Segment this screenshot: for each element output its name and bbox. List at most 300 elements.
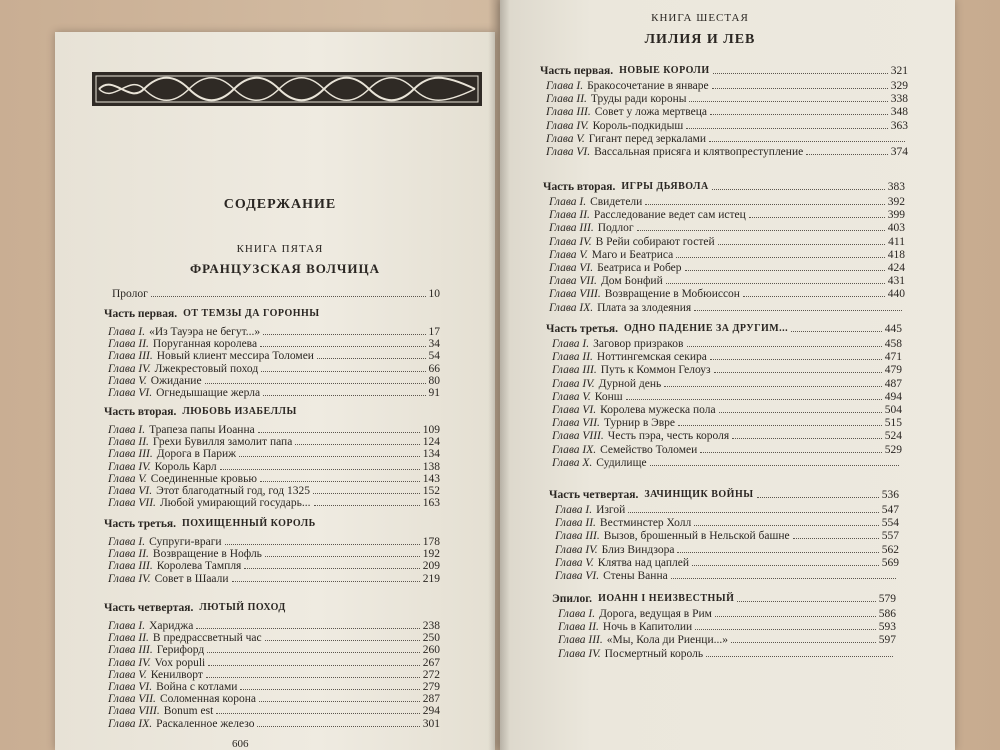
leader-dots <box>225 535 420 545</box>
chapter-title: Раскаленное железо <box>156 717 255 730</box>
leader-dots <box>757 488 879 498</box>
chapter-title: Дурной день <box>598 377 662 390</box>
chapter-label: Глава III. <box>108 350 153 363</box>
page-number: 294 <box>422 705 440 718</box>
chapter-title: Соединенные кровью <box>150 472 257 485</box>
contents-title: СОДЕРЖАНИЕ <box>223 197 337 212</box>
leader-dots <box>676 248 884 258</box>
chapter-label: Глава I. <box>108 326 146 338</box>
leader-dots <box>645 195 884 205</box>
chapter-label: Глава V. <box>108 668 147 681</box>
chapter-title: «Мы, Кола ди Риенци...» <box>606 634 728 647</box>
page-number: 557 <box>881 530 899 543</box>
leader-dots <box>232 572 420 582</box>
chapter-title: Беатриса и Робер <box>597 262 682 274</box>
toc-row <box>108 496 440 510</box>
toc-row <box>552 456 902 470</box>
chapter-title: Король-подкидыш <box>592 119 684 132</box>
chapter-title: В предрассветный час <box>152 632 262 645</box>
chapter-label: Глава IV. <box>546 119 589 132</box>
page-number: 163 <box>422 497 440 510</box>
page-number: 392 <box>887 196 905 208</box>
leader-dots <box>743 287 885 297</box>
chapter-label: Глава II. <box>108 338 149 351</box>
leader-dots <box>718 235 886 245</box>
leader-dots <box>260 337 425 347</box>
chapter-label: Глава V. <box>108 374 147 387</box>
page-number: 504 <box>884 404 902 416</box>
chapter-title: Любой умирающий государь... <box>159 497 311 510</box>
toc-row <box>555 529 899 543</box>
part-title: ЛЮБОВЬ ИЗАБЕЛЛЫ <box>182 406 297 417</box>
leader-dots <box>265 631 420 641</box>
page-number: 515 <box>884 417 902 430</box>
chapter-label: Глава III. <box>108 644 153 657</box>
leader-dots <box>731 633 876 643</box>
leader-dots <box>806 145 888 155</box>
folio-number: 606 <box>232 738 249 750</box>
leader-dots <box>313 484 420 494</box>
page-number: 399 <box>887 209 905 222</box>
chapter-title: Пролог <box>112 288 148 300</box>
chapter-title: Дорога, ведущая в Рим <box>599 608 712 620</box>
chapter-title: Bonum est <box>163 705 214 718</box>
chapter-label: Глава III. <box>108 560 153 573</box>
toc-row <box>549 274 905 288</box>
page-number: 287 <box>422 693 440 706</box>
part-title: ЛЮТЫЙ ПОХОД <box>199 602 286 613</box>
leader-dots <box>244 559 419 569</box>
chapter-title: Соломенная корона <box>159 693 256 706</box>
leader-dots <box>637 221 885 231</box>
page-number: 66 <box>428 362 440 375</box>
leader-dots <box>208 656 420 666</box>
part-title: ИГРЫ ДЬЯВОЛА <box>621 181 709 192</box>
chapter-title: Посмертный король <box>604 647 704 660</box>
leader-dots <box>749 208 885 218</box>
page-number: 348 <box>890 106 908 119</box>
toc-row <box>549 195 905 209</box>
chapter-label: Глава VIII. <box>108 705 160 718</box>
chapter-title: Грехи Бувилля замолит папа <box>152 436 293 449</box>
chapter-title: Совет в Шаали <box>154 572 229 585</box>
chapter-label: Глава VIII. <box>552 430 604 443</box>
toc-row <box>558 620 896 634</box>
chapter-label: Глава IV. <box>108 572 151 585</box>
part-heading <box>543 180 905 194</box>
chapter-title: Возвращение в Мобюиссон <box>604 288 740 301</box>
chapter-title: Огнедышащие жерла <box>156 387 261 399</box>
chapter-label: Глава III. <box>558 634 603 647</box>
part-label: Часть третья. <box>104 518 177 530</box>
toc-row <box>552 443 902 457</box>
page-number: 579 <box>878 593 896 605</box>
toc-row <box>555 516 899 530</box>
chapter-label: Глава II. <box>552 351 593 364</box>
leader-dots <box>713 64 888 74</box>
chapter-title: Свидетели <box>590 196 643 208</box>
chapter-title: Путь к Коммон Гелоуз <box>600 364 711 377</box>
page-number: 547 <box>881 504 899 516</box>
chapter-label: Глава IX. <box>108 717 153 730</box>
page-number: 458 <box>884 338 902 350</box>
page-number: 192 <box>422 548 440 561</box>
book-six-label: КНИГА ШЕСТАЯ <box>651 12 749 24</box>
chapter-title: Гигант перед зеркалами <box>588 132 707 145</box>
chapter-title: Герифорд <box>156 644 205 657</box>
leader-dots <box>793 529 879 539</box>
part-label: Часть третья. <box>546 323 619 335</box>
chapter-title: Расследование ведет сам истец <box>593 209 746 222</box>
chapter-title: Ночь в Капитолии <box>602 621 693 634</box>
page-number: 403 <box>887 222 905 235</box>
page-number: 445 <box>884 323 902 335</box>
chapter-title: Этот благодатный год, год 1325 <box>156 485 310 497</box>
part-heading <box>104 405 440 419</box>
chapter-title: Вызов, брошенный в Нельской башне <box>603 530 790 543</box>
leader-dots <box>628 503 878 513</box>
part-heading <box>552 592 896 606</box>
chapter-title: Новый клиент мессира Толомеи <box>156 350 314 363</box>
chapter-title: Кенилворт <box>150 668 203 681</box>
leader-dots <box>700 443 882 453</box>
page-number: 329 <box>890 80 908 92</box>
chapter-label: Глава III. <box>555 530 600 543</box>
leader-dots <box>216 704 419 714</box>
toc-row <box>552 429 902 443</box>
chapter-title: Королева мужеска пола <box>600 404 716 416</box>
ornamental-border-image <box>92 72 482 106</box>
page-number: 440 <box>887 288 905 301</box>
chapter-title: Война с котлами <box>156 681 238 693</box>
page-number: 593 <box>878 621 896 634</box>
page-number: 411 <box>888 235 905 248</box>
page-number: 338 <box>890 93 908 106</box>
toc-row <box>108 572 440 586</box>
chapter-label: Глава IX. <box>549 301 594 314</box>
chapter-title: Конш <box>594 390 623 403</box>
leader-dots <box>263 325 425 335</box>
leader-dots <box>706 647 893 657</box>
chapter-label: Глава X. <box>552 456 593 469</box>
leader-dots <box>263 386 425 396</box>
toc-row <box>549 301 905 315</box>
page-number: 219 <box>422 572 440 585</box>
part-heading <box>540 64 908 78</box>
chapter-title: Маго и Беатриса <box>591 248 674 261</box>
chapter-title: Лжекрестовый поход <box>154 362 259 375</box>
toc-row <box>552 363 902 377</box>
chapter-title: Изгой <box>596 504 626 516</box>
chapter-label: Глава VI. <box>108 681 153 693</box>
leader-dots <box>719 403 882 413</box>
toc-row <box>546 92 908 106</box>
part-label: Часть первая. <box>104 308 178 320</box>
page-number: 138 <box>422 460 440 473</box>
leader-dots <box>317 349 426 359</box>
chapter-label: Глава IV. <box>552 377 595 390</box>
chapter-title: Близ Виндзора <box>601 543 675 556</box>
part-title: НОВЫЕ КОРОЛИ <box>619 65 710 76</box>
chapter-label: Глава I. <box>549 196 587 208</box>
leader-dots <box>626 390 882 400</box>
chapter-title: Супруги-враги <box>149 536 222 548</box>
leader-dots <box>259 692 420 702</box>
toc-row <box>546 119 908 133</box>
chapter-title: Возвращение в Нофль <box>152 548 262 561</box>
chapter-label: Глава IV. <box>108 656 151 669</box>
leader-dots <box>687 337 882 347</box>
part-label: Часть четвертая. <box>549 489 639 501</box>
leader-dots <box>712 180 885 190</box>
chapter-title: Труды ради короны <box>590 93 687 106</box>
toc-row <box>558 607 896 621</box>
chapter-label: Глава III. <box>549 222 594 235</box>
chapter-title: Судилище <box>596 456 647 469</box>
chapter-title: Король Карл <box>154 460 217 473</box>
chapter-label: Глава VI. <box>552 404 597 416</box>
chapter-title: Стены Ванна <box>603 570 668 582</box>
chapter-label: Глава VIII. <box>549 288 601 301</box>
toc-row <box>555 503 899 517</box>
chapter-title: Трапеза папы Иоанна <box>149 424 255 436</box>
chapter-label: Глава V. <box>546 132 585 145</box>
chapter-label: Глава V. <box>108 472 147 485</box>
part-title: ОТ ТЕМЗЫ ДА ГОРОННЫ <box>183 308 320 319</box>
chapter-title: Заговор призраков <box>593 338 684 350</box>
toc-row <box>549 235 905 249</box>
part-label: Часть вторая. <box>543 181 616 193</box>
page-number: 260 <box>422 644 440 657</box>
leader-dots <box>715 607 876 617</box>
page-number: 363 <box>890 119 908 132</box>
leader-dots <box>737 592 875 602</box>
leader-dots <box>265 547 420 557</box>
leader-dots <box>240 680 419 690</box>
page-number: 10 <box>428 288 440 300</box>
leader-dots <box>791 322 882 332</box>
page-number: 250 <box>422 632 440 645</box>
part-heading <box>104 517 440 531</box>
chapter-label: Глава IV. <box>558 647 601 660</box>
chapter-label: Глава V. <box>549 248 588 261</box>
toc-row <box>555 543 899 557</box>
toc-row <box>555 556 899 570</box>
chapter-title: Ожидание <box>150 374 202 387</box>
chapter-title: Ноттингемская секира <box>596 351 707 364</box>
toc-row <box>549 287 905 301</box>
leader-dots <box>694 301 902 311</box>
chapter-title: Королева Тампля <box>156 560 242 573</box>
part-label: Часть первая. <box>540 65 614 77</box>
book-five-label: КНИГА ПЯТАЯ <box>236 243 324 255</box>
leader-dots <box>257 717 419 727</box>
chapter-label: Глава IV. <box>108 362 151 375</box>
leader-dots <box>695 620 876 630</box>
toc-row <box>552 377 902 391</box>
toc-row <box>546 145 908 159</box>
page-number: 597 <box>878 634 896 647</box>
leader-dots <box>220 460 420 470</box>
leader-dots <box>685 261 885 271</box>
chapter-label: Глава VI. <box>108 485 153 497</box>
page-number: 536 <box>881 489 899 501</box>
leader-dots <box>207 643 420 653</box>
page-number: 418 <box>887 248 905 261</box>
page-number: 152 <box>422 485 440 497</box>
chapter-label: Глава I. <box>552 338 590 350</box>
part-heading <box>104 601 440 615</box>
leader-dots <box>694 516 879 526</box>
chapter-title: В Рейи собирают гостей <box>595 235 715 248</box>
page-number: 562 <box>881 543 899 556</box>
page-number: 124 <box>422 436 440 449</box>
part-title: ЗАЧИНЩИК ВОЙНЫ <box>644 489 754 500</box>
page-number: 267 <box>422 656 440 669</box>
chapter-label: Глава VI. <box>108 387 153 399</box>
part-heading <box>546 322 902 336</box>
toc-row <box>558 647 896 661</box>
leader-dots <box>671 569 896 579</box>
leader-dots <box>205 374 426 384</box>
leader-dots <box>260 472 420 482</box>
part-title: ОДНО ПАДЕНИЕ ЗА ДРУГИМ... <box>624 323 789 334</box>
leader-dots <box>666 274 885 284</box>
page-number: 431 <box>887 275 905 288</box>
toc-row <box>549 208 905 222</box>
chapter-title: Плата за злодеяния <box>597 301 692 314</box>
leader-dots <box>258 423 420 433</box>
page-number: 109 <box>422 424 440 436</box>
toc-row <box>552 403 902 417</box>
page-number: 424 <box>887 262 905 274</box>
leader-dots <box>732 429 882 439</box>
chapter-label: Глава I. <box>108 536 146 548</box>
leader-dots <box>314 496 420 506</box>
part-label: Часть вторая. <box>104 406 177 418</box>
leader-dots <box>677 543 878 553</box>
chapter-label: Глава VII. <box>552 417 600 430</box>
chapter-label: Глава I. <box>546 80 584 92</box>
chapter-title: Дом Бонфий <box>600 275 663 288</box>
toc-row <box>546 105 908 119</box>
chapter-label: Глава I. <box>108 424 146 436</box>
chapter-label: Глава I. <box>108 620 146 632</box>
chapter-label: Глава VII. <box>108 497 156 510</box>
page-number: 479 <box>884 364 902 377</box>
chapter-title: Клятва над цаплей <box>597 556 690 569</box>
toc-row <box>552 416 902 430</box>
chapter-label: Глава I. <box>558 608 596 620</box>
prologue-row <box>112 287 440 301</box>
leader-dots <box>206 668 420 678</box>
part-label: Часть четвертая. <box>104 602 194 614</box>
chapter-title: Дорога в Париж <box>156 448 237 461</box>
page-number: 91 <box>428 387 440 399</box>
chapter-label: Глава III. <box>552 364 597 377</box>
chapter-label: Глава II. <box>546 93 587 106</box>
book-gutter <box>488 0 510 750</box>
page-number: 569 <box>881 556 899 569</box>
chapter-label: Глава VII. <box>108 693 156 706</box>
leader-dots <box>261 362 425 372</box>
leader-dots <box>678 416 882 426</box>
part-title: ИОАНН I НЕИЗВЕСТНЫЙ <box>598 593 735 604</box>
toc-row <box>108 386 440 400</box>
chapter-label: Глава II. <box>108 436 149 449</box>
chapter-label: Глава VI. <box>546 146 591 158</box>
leader-dots <box>196 619 419 629</box>
page-number: 54 <box>428 350 440 363</box>
page-number: 80 <box>428 374 440 387</box>
page-number: 383 <box>887 181 905 193</box>
chapter-label: Глава I. <box>555 504 593 516</box>
page-number: 487 <box>884 377 902 390</box>
chapter-title: Совет у ложа мертвеца <box>594 106 708 119</box>
book-six-title: ЛИЛИЯ И ЛЕВ <box>644 32 756 47</box>
chapter-title: Вестминстер Холл <box>599 517 692 530</box>
chapter-label: Глава II. <box>108 548 149 561</box>
leader-dots <box>295 435 419 445</box>
chapter-label: Глава II. <box>108 632 149 645</box>
toc-row <box>552 390 902 404</box>
chapter-title: Турнир в Эвре <box>603 417 676 430</box>
chapter-label: Глава V. <box>555 556 594 569</box>
toc-row <box>552 350 902 364</box>
chapter-label: Глава IV. <box>555 543 598 556</box>
chapter-title: Подлог <box>597 222 634 235</box>
page-number: 471 <box>884 351 902 364</box>
chapter-label: Глава II. <box>555 517 596 530</box>
toc-row <box>558 633 896 647</box>
toc-row <box>549 261 905 275</box>
page-number: 321 <box>890 65 908 77</box>
chapter-label: Глава IX. <box>552 443 597 456</box>
toc-row <box>552 337 902 351</box>
chapter-label: Глава IV. <box>549 235 592 248</box>
chapter-label: Глава III. <box>108 448 153 461</box>
toc-row <box>546 132 908 146</box>
page-number: 554 <box>881 517 899 530</box>
toc-row <box>546 79 908 93</box>
part-heading <box>104 307 440 321</box>
leader-dots <box>712 79 888 89</box>
chapter-label: Глава VI. <box>549 262 594 274</box>
page-number: 524 <box>884 430 902 443</box>
part-title: ПОХИЩЕННЫЙ КОРОЛЬ <box>182 518 316 529</box>
chapter-title: Честь пэра, честь короля <box>607 430 730 443</box>
leader-dots <box>664 377 881 387</box>
page-number: 586 <box>878 608 896 620</box>
chapter-label: Глава III. <box>546 106 591 119</box>
chapter-label: Глава VII. <box>549 275 597 288</box>
leader-dots <box>709 132 905 142</box>
leader-dots <box>710 105 888 115</box>
chapter-title: Поруганная королева <box>152 338 258 351</box>
page-number: 272 <box>422 668 440 681</box>
page-number: 17 <box>428 326 440 338</box>
toc-row <box>108 717 440 731</box>
toc-row <box>549 221 905 235</box>
leader-dots <box>714 363 882 373</box>
page-number: 279 <box>422 681 440 693</box>
book-five-title: ФРАНЦУЗСКАЯ ВОЛЧИЦА <box>189 261 381 276</box>
leader-dots <box>686 119 888 129</box>
chapter-title: Vox populi <box>154 656 206 669</box>
leader-dots <box>151 287 426 297</box>
page-number: 529 <box>884 443 902 456</box>
page-number: 134 <box>422 448 440 461</box>
